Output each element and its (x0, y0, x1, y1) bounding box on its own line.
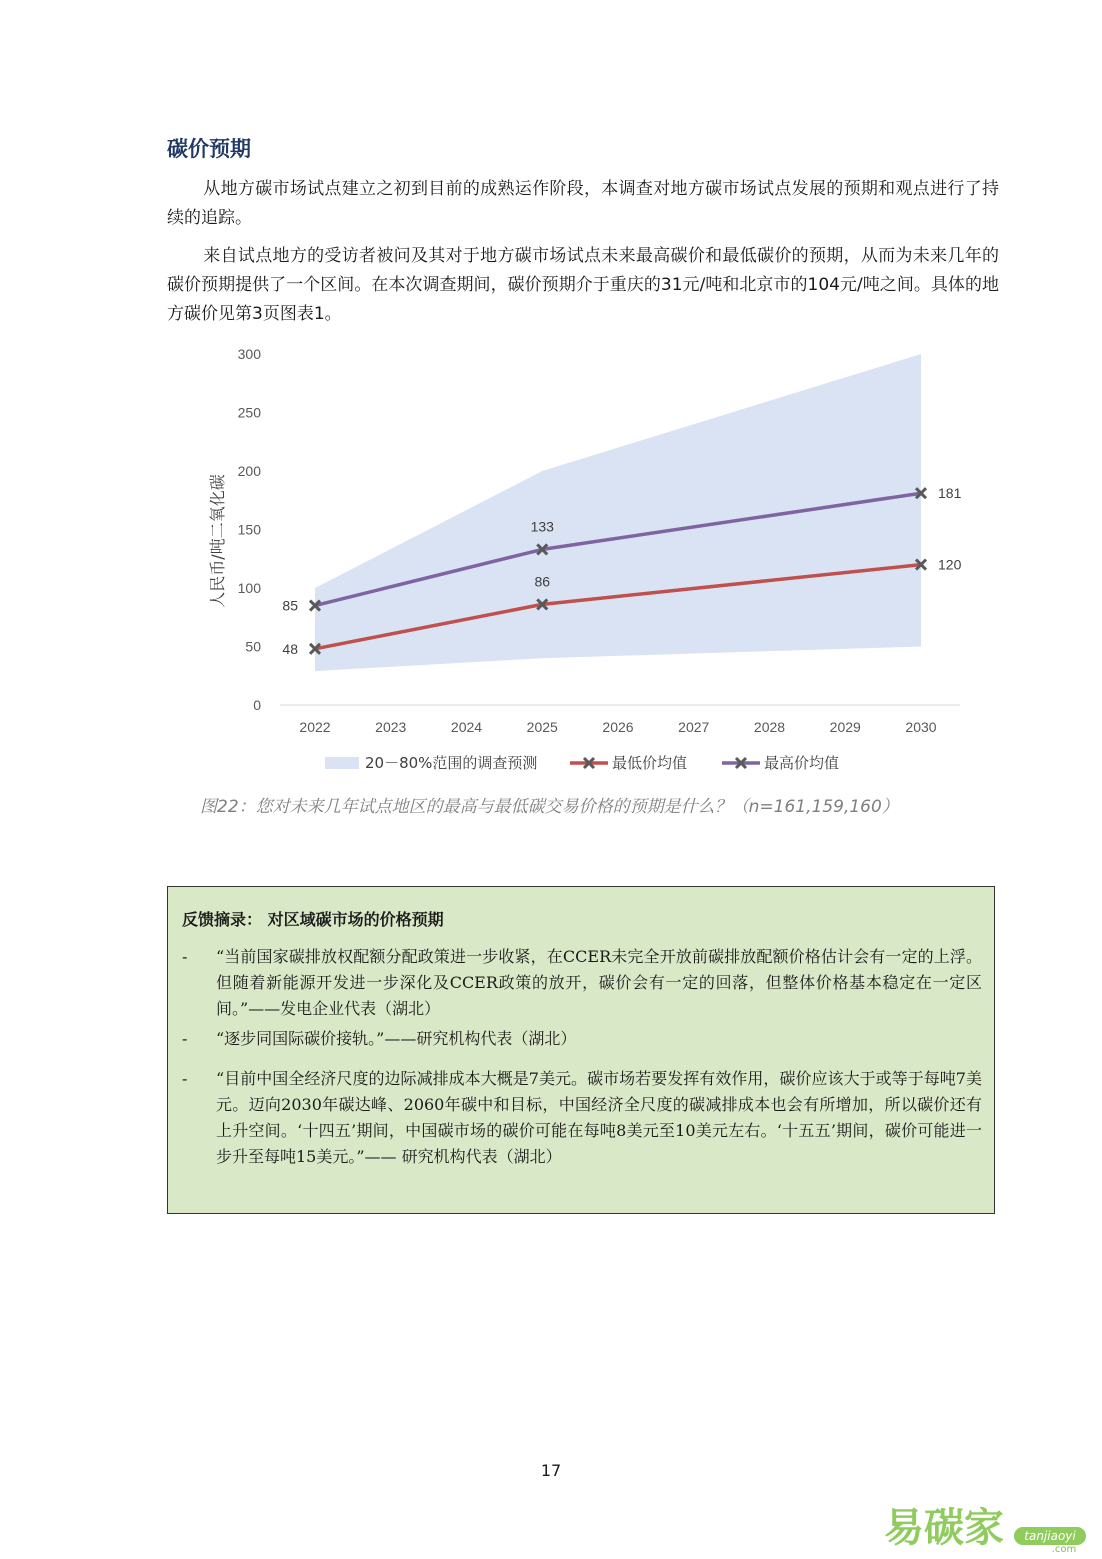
legend (325, 754, 839, 772)
feedback-box (167, 886, 995, 1214)
feedback-quote-2 (182, 1026, 982, 1052)
feedback-title: 反馈摘录： 对区域碳市场的价格预期 (182, 910, 444, 929)
paragraph-2-text: 来自试点地方的受访者被问及其对于地方碳市场试点未来最高碳价和最低碳价的预期，从而为未来几年的碳价预期提供了一个区间。在本次调查期间，碳价预期介于重庆的31元/吨和北京市的104元/吨之间。具体的地方碳价见第3页图表1。 (167, 246, 999, 324)
feedback-quote-3 (182, 1066, 982, 1170)
bullet-dash: - (182, 1069, 188, 1088)
legend-label-1: 最高价均值 (764, 754, 840, 772)
y-tick-label: 100 (237, 580, 261, 596)
x-tick-label: 2026 (602, 719, 634, 735)
x-tick-label: 2030 (905, 719, 937, 735)
y-tick-label: 300 (237, 346, 261, 362)
range-band (315, 354, 921, 671)
quote-text: “目前中国全经济尺度的边际减排成本大概是7美元。碳市场若要发挥有效作用，碳价应该大于或等于每吨7美元。迈向2030年碳达峰、2060年碳中和目标，中国经济全尺度的碳减排成本也会有所增加，所以碳价还有上升空间。‘十四五’期间，中国碳市场的碳价可能在每吨8美元至10美元左右。‘十五五’期间，碳价可能进一步升至每吨15美元。”—— 研究机构代表（湖北） (216, 1069, 982, 1166)
paragraph-2 (167, 242, 999, 329)
x-tick-label: 2025 (526, 719, 558, 735)
x-tick-label: 2022 (299, 719, 331, 735)
y-tick-label: 50 (245, 638, 261, 655)
figure-caption: 图22：您对未来几年试点地区的最高与最低碳交易价格的预期是什么？（n=161,159,160） (200, 797, 899, 817)
watermark-sub: tanjiaoyi (1024, 1529, 1076, 1543)
section-heading: 碳价预期 (167, 137, 251, 161)
x-tick-label: 2023 (375, 719, 407, 735)
y-tick-label: 0 (253, 697, 261, 713)
feedback-quote-1 (182, 944, 982, 1022)
bullet-dash: - (182, 1029, 188, 1048)
data-label: 48 (282, 640, 298, 657)
y-tick-label: 150 (237, 521, 261, 538)
paragraph-1-text: 从地方碳市场试点建立之初到目前的成熟运作阶段，本调查对地方碳市场试点发展的预期和观点进行了持续的追踪。 (167, 179, 999, 228)
y-tick-label: 200 (237, 463, 261, 479)
x-tick-label: 2024 (450, 719, 483, 735)
y-tick-label: 250 (237, 404, 261, 421)
page-number: 17 (540, 1461, 562, 1480)
x-tick-label: 2027 (678, 719, 710, 735)
price-expectation-chart (195, 336, 985, 786)
band-layer (315, 354, 921, 671)
x-tick-label: 2029 (829, 719, 861, 735)
watermark-sub2: .com (1051, 1544, 1077, 1553)
data-label: 181 (938, 485, 962, 502)
paragraph-1 (167, 175, 999, 233)
legend-swatch-band (325, 757, 359, 769)
legend-label-0: 最低价均值 (612, 754, 688, 772)
watermark-text: 易碳家 (884, 1505, 1004, 1551)
watermark-logo (884, 1497, 1089, 1553)
bullet-dash: - (182, 947, 188, 966)
y-axis-label: 人民币/吨二氧化碳 (208, 474, 227, 608)
data-label: 86 (534, 573, 551, 590)
data-label: 120 (938, 556, 962, 573)
legend-label-band: 20－80%范围的调查预测 (365, 754, 538, 772)
data-label: 85 (282, 597, 298, 614)
quote-text: “逐步同国际碳价接轨。”——研究机构代表（湖北） (216, 1029, 577, 1048)
x-tick-label: 2028 (753, 719, 786, 735)
data-label: 133 (530, 518, 554, 535)
quote-text: “当前国家碳排放权配额分配政策进一步收紧，在CCER未完全开放前碳排放配额价格估计会有一定的上浮。但随着新能源开发进一步深化及CCER政策的放开，碳价会有一定的回落，但整体价格基本稳定在一定区间。”——发电企业代表（湖北） (216, 947, 982, 1018)
